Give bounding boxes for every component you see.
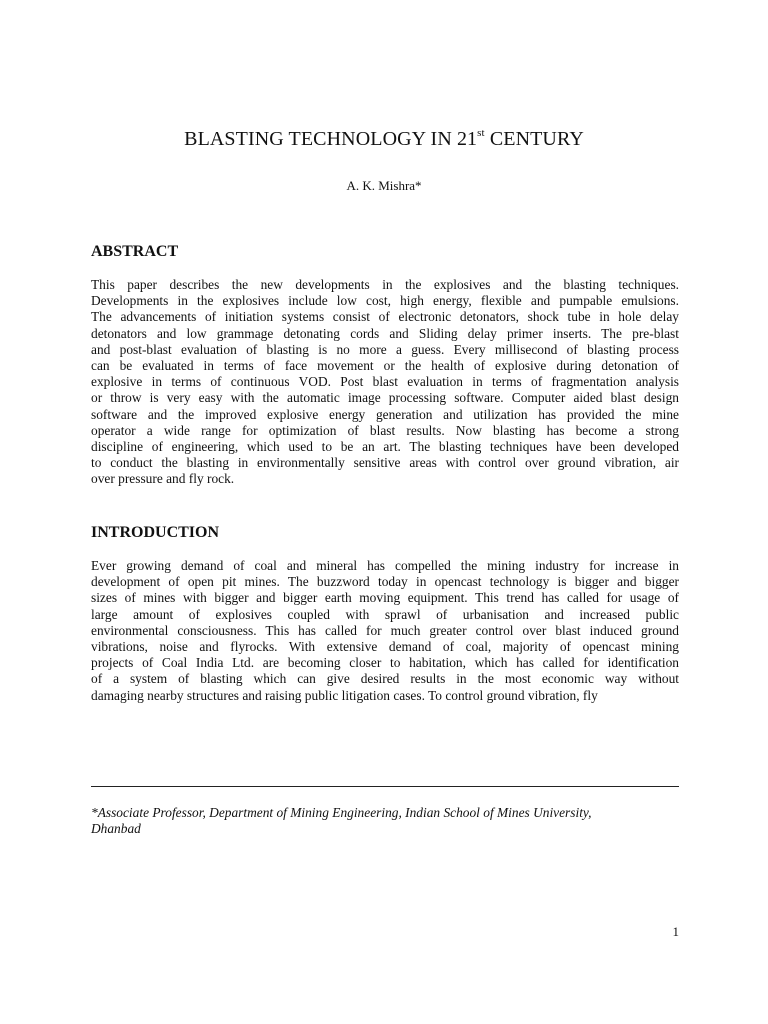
- abstract-line: over pressure and fly rock.: [91, 471, 235, 487]
- introduction-line: large amount of explosives coupled with sprawl of urbanisation and increased public: [91, 606, 679, 622]
- introduction-line: projects of Coal India Ltd. are becoming closer to habitation, which has called for identification: [91, 655, 679, 671]
- abstract-paragraph: [91, 277, 679, 488]
- footnote-line: *Associate Professor, Department of Mining Engineering, Indian School of Mines University,: [91, 805, 592, 820]
- footnote-line: Dhanbad: [91, 821, 141, 837]
- abstract-line: or throw is very easy with the automatic image processing software. Computer aided blast design: [91, 390, 679, 406]
- abstract-line: explosive in terms of continuous VOD. Post blast evaluation in terms of fragmentation analysis: [91, 374, 679, 390]
- paper-title-end: CENTURY: [484, 128, 584, 150]
- introduction-line: damaging nearby structures and raising public litigation cases. To control ground vibration, fly: [91, 687, 598, 703]
- paper-title: [0, 128, 768, 151]
- introduction-line: environmental consciousness. This has called for much greater control over blast induced ground: [91, 622, 679, 638]
- author-name: A. K. Mishra*: [346, 178, 422, 193]
- abstract-line: can be evaluated in terms of face movement or the health of explosive during detonation of: [91, 358, 679, 374]
- abstract-line: operator a wide range for optimization of blast results. Now blasting has become a strong: [91, 422, 679, 438]
- abstract-line: and post-blast evaluation of blasting is no more a guess. Every millisecond of blasting process: [91, 341, 679, 357]
- footnote-divider: [91, 786, 679, 787]
- abstract-line: to conduct the blasting in environmentally sensitive areas with control over ground vibration, air: [91, 455, 679, 471]
- introduction-line: vibrations, noise and flyrocks. With extensive demand of coal, majority of opencast mining: [91, 639, 679, 655]
- abstract-line: discipline of engineering, which used to be an art. The blasting techniques have been developed: [91, 439, 679, 455]
- paper-title-superscript: st: [477, 127, 485, 139]
- introduction-paragraph: [91, 558, 679, 704]
- introduction-line: Ever growing demand of coal and mineral has compelled the mining industry for increase in: [91, 558, 679, 573]
- introduction-heading: INTRODUCTION: [91, 524, 220, 541]
- footnote: [91, 805, 679, 837]
- introduction-line: sizes of mines with bigger and bigger earth moving equipment. This trend has called for usage of: [91, 590, 679, 606]
- abstract-line: Developments in the explosives include low cost, high energy, flexible and pumpable emulsions.: [91, 293, 679, 309]
- paper-title-main: BLASTING TECHNOLOGY IN 21: [184, 128, 478, 150]
- page-number: 1: [672, 924, 679, 939]
- abstract-line: This paper describes the new developments in the explosives and the blasting techniques.: [91, 277, 679, 292]
- abstract-heading: ABSTRACT: [91, 243, 179, 260]
- abstract-line: software and the improved explosive energy generation and utilization has provided the mine: [91, 406, 679, 422]
- introduction-line: of a system of blasting which can give desired results in the most economic way without: [91, 671, 679, 687]
- introduction-line: development of open pit mines. The buzzword today in opencast technology is bigger and bigger: [91, 574, 679, 590]
- abstract-line: The advancements of initiation systems consist of electronic detonators, shock tube in hole delay: [91, 309, 679, 325]
- abstract-line: detonators and low grammage detonating cords and Sliding delay primer inserts. The pre-blast: [91, 325, 679, 341]
